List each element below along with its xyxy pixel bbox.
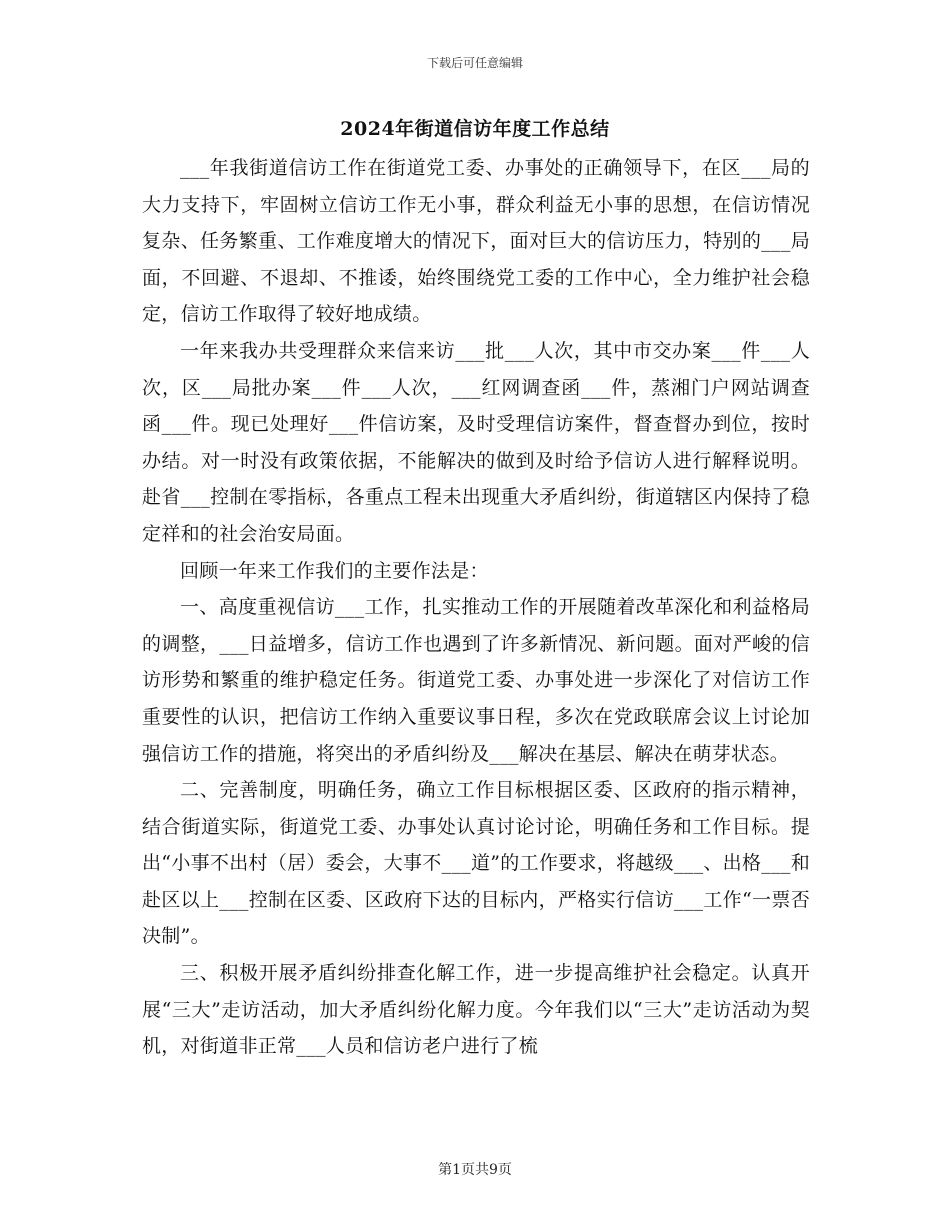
paragraph-review-heading: 回顾一年来工作我们的主要作法是： (180, 559, 489, 582)
paragraph-section-one: 一、高度重视信访___工作，扎实推动工作的开展随着改革深化和利益格局的调整，___日益增多，信访工作也遇到了许多新情况、新问题。面对严峻的信访形势和繁重的维护稳定任务。街道党工委、办事处进一步深化了对信访工作重要性的认识，把信访工作纳入重要议事日程，多次在党政联席会议上讨论加强信访工作的措施，将突出的矛盾纠纷及___解决在基层、解决在萌芽状态。 (142, 596, 810, 765)
document-body (142, 150, 810, 1065)
page-number: 第1页共9页 (438, 1162, 512, 1178)
page-header-note: 下载后可任意编辑 (426, 56, 523, 70)
paragraph-section-three: 三、积极开展矛盾纠纷排查化解工作，进一步提高维护社会稳定。认真开展“三大”走访活动，加大矛盾纠纷化解力度。今年我们以“三大”走访活动为契机，对街道非正常___人员和信访老户进行了梳 (142, 962, 810, 1058)
paragraph-statistics: 一年来我办共受理群众来信来访___批___人次，其中市交办案___件___人次，区___局批办案___件___人次，___红网调查函___件，蒸湘门户网站调查函___件。现已处理好___件信访案，及时受理信访案件，督查督办到位，按时办结。对一时没有政策依据，不能解决的做到及时给予信访人进行解释说明。赴省___控制在零指标，各重点工程未出现重大矛盾纠纷，街道辖区内保持了稳定祥和的社会治安局面。 (142, 339, 810, 545)
document-title: 2024年街道信访年度工作总结 (340, 118, 610, 140)
paragraph-intro: ___年我街道信访工作在街道党工委、办事处的正确领导下，在区___局的大力支持下，牢固树立信访工作无小事，群众利益无小事的思想，在信访情况复杂、任务繁重、工作难度增大的情况下，面对巨大的信访压力，特别的___局面，不回避、不退却、不推诿，始终围绕党工委的工作中心，全力维护社会稳定，信访工作取得了较好地成绩。 (142, 157, 810, 326)
paragraph-section-two: 二、完善制度，明确任务，确立工作目标根据区委、区政府的指示精神，结合街道实际，街道党工委、办事处认真讨论讨论，明确任务和工作目标。提出“小事不出村（居）委会，大事不___道”的工作要求，将越级___、出格___和赴区以上___控制在区委、区政府下达的目标内，严格实行信访___工作“一票否决制”。 (142, 779, 810, 948)
